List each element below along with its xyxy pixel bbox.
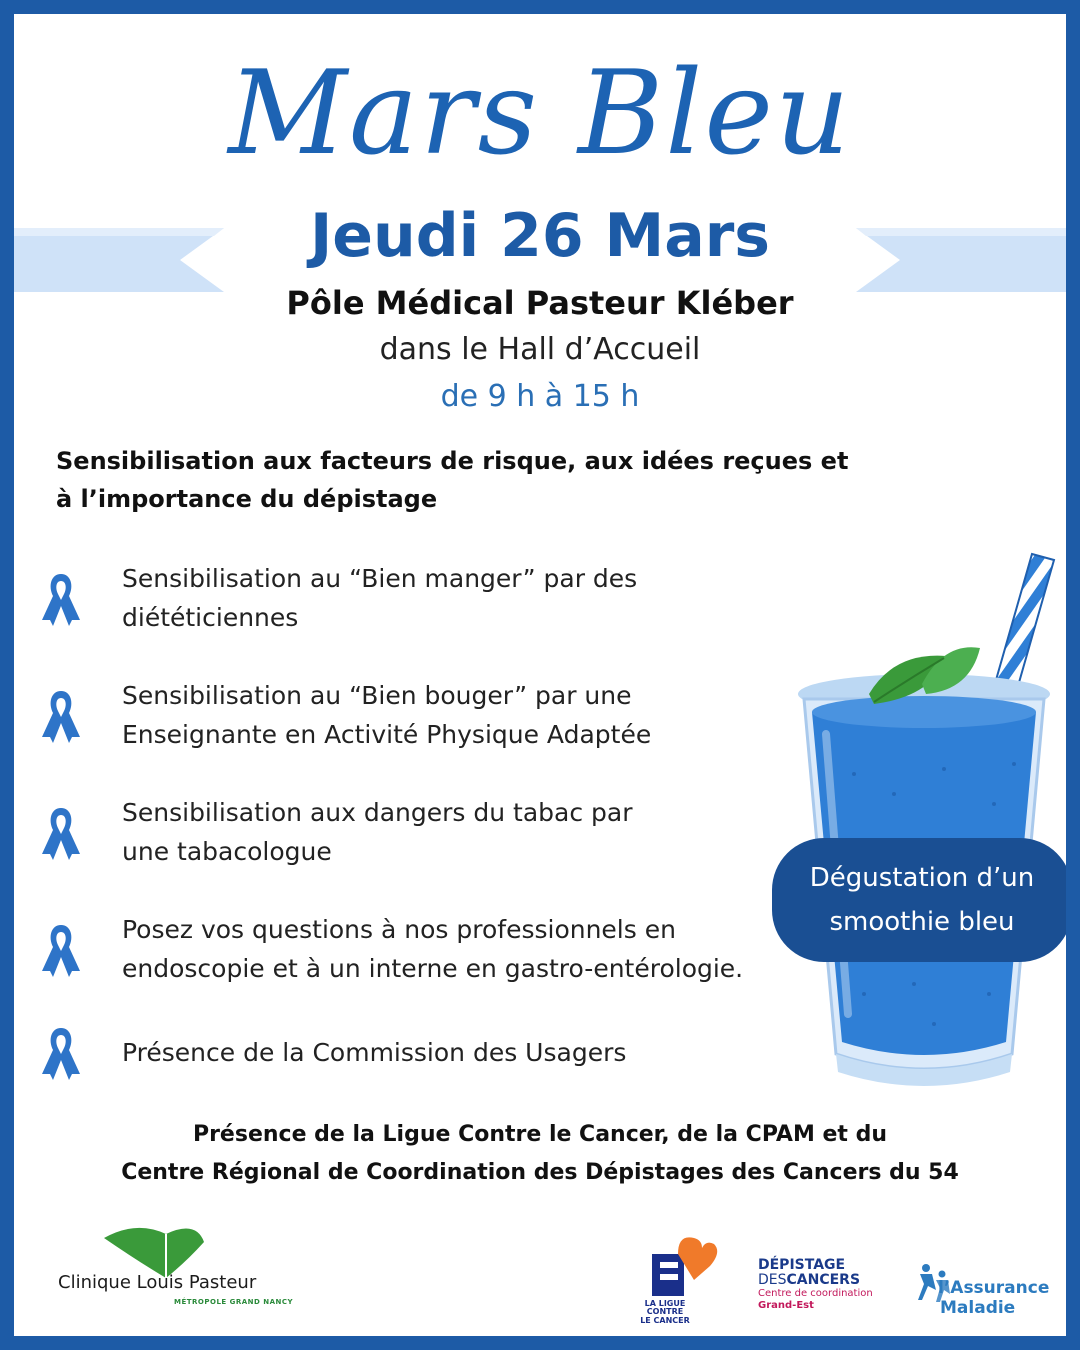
activity-line: Posez vos questions à nos professionnels en: [122, 915, 676, 944]
activity-line: endoscopie et à un interne en gastro-entérologie.: [122, 953, 744, 983]
ligue-line: LA LIGUE: [644, 1299, 686, 1308]
activity-line: Enseignante en Activité Physique Adaptée: [122, 719, 652, 749]
ligue-line: CONTRE: [646, 1307, 684, 1317]
tasting-bubble: [772, 838, 1072, 962]
awareness-ribbon-icon: [38, 570, 84, 628]
activity-text: [122, 1034, 626, 1073]
awareness-ribbon-icon: [38, 804, 84, 862]
activity-text: [122, 560, 637, 638]
event-place: dans le Hall d’Accueil: [379, 332, 701, 367]
partners-statement: [14, 1116, 1066, 1192]
awareness-ribbon-icon: [38, 1024, 84, 1082]
ginkgo-leaf-icon: [96, 1220, 206, 1280]
closing-line-2: Centre Régional de Coordination des Dépistages des Cancers du 54: [121, 1159, 959, 1185]
depistage-line-2: [758, 1273, 898, 1288]
awareness-ribbon-icon: [38, 687, 84, 745]
bubble-line-2: smoothie bleu: [829, 907, 1015, 937]
activity-line: Présence de la Commission des Usagers: [122, 1037, 627, 1067]
clinic-logo: [56, 1220, 296, 1324]
intro-line-1: Sensibilisation aux facteurs de risque, aux idées reçues et: [56, 447, 849, 475]
intro-line-2: à l’importance du dépistage: [56, 485, 438, 514]
event-venue: Pôle Médical Pasteur Kléber: [286, 284, 794, 322]
depistage-line-3: Centre de coordination: [758, 1288, 873, 1300]
activity-item: [38, 560, 798, 638]
activity-item: [38, 677, 798, 755]
assurance-maladie-logo: [914, 1254, 1064, 1324]
activity-item: [38, 911, 798, 989]
depistage-line-4: Grand-Est: [758, 1300, 814, 1312]
assurance-line-2: Maladie: [940, 1298, 1016, 1318]
depistage-line-1: DÉPISTAGE: [758, 1257, 846, 1273]
awareness-ribbon-icon: [38, 921, 84, 979]
intro-heading: [56, 442, 956, 519]
clinic-subtitle: MÉTROPOLE GRAND NANCY: [174, 1298, 294, 1306]
activity-line: diététiciennes: [122, 602, 299, 632]
smoothie-glass-icon: [774, 544, 1074, 1104]
event-date: Jeudi 26 Mars: [309, 201, 771, 271]
activity-line: Sensibilisation au “Bien bouger” par une: [122, 681, 632, 710]
activity-text: [122, 794, 633, 872]
depistage-logo: [758, 1258, 898, 1338]
depistage-des: DES: [758, 1271, 787, 1288]
event-title: Mars Bleu: [228, 46, 852, 181]
event-hours: de 9 h à 15 h: [440, 379, 640, 414]
ligue-line: LE CANCER: [640, 1315, 690, 1325]
clinic-name: Clinique Louis Pasteur: [58, 1272, 257, 1293]
activity-text: [122, 677, 651, 755]
ligue-emblem-icon: [648, 1234, 718, 1298]
ligue-name: [634, 1300, 696, 1325]
closing-line-1: Présence de la Ligue Contre le Cancer, de la CPAM et du: [192, 1122, 888, 1147]
activity-text: [122, 911, 743, 989]
depistage-cancers: CANCERS: [786, 1271, 861, 1288]
ligue-logo: [634, 1226, 726, 1330]
activity-item: [38, 1024, 798, 1082]
activity-line: une tabacologue: [122, 836, 332, 866]
assurance-line-1: l’Assurance: [938, 1278, 1050, 1298]
activity-item: [38, 794, 798, 872]
bubble-line-1: Dégustation d’un: [809, 862, 1035, 893]
activity-line: Sensibilisation aux dangers du tabac par: [122, 798, 633, 827]
activity-line: Sensibilisation au “Bien manger” par des: [122, 564, 638, 593]
